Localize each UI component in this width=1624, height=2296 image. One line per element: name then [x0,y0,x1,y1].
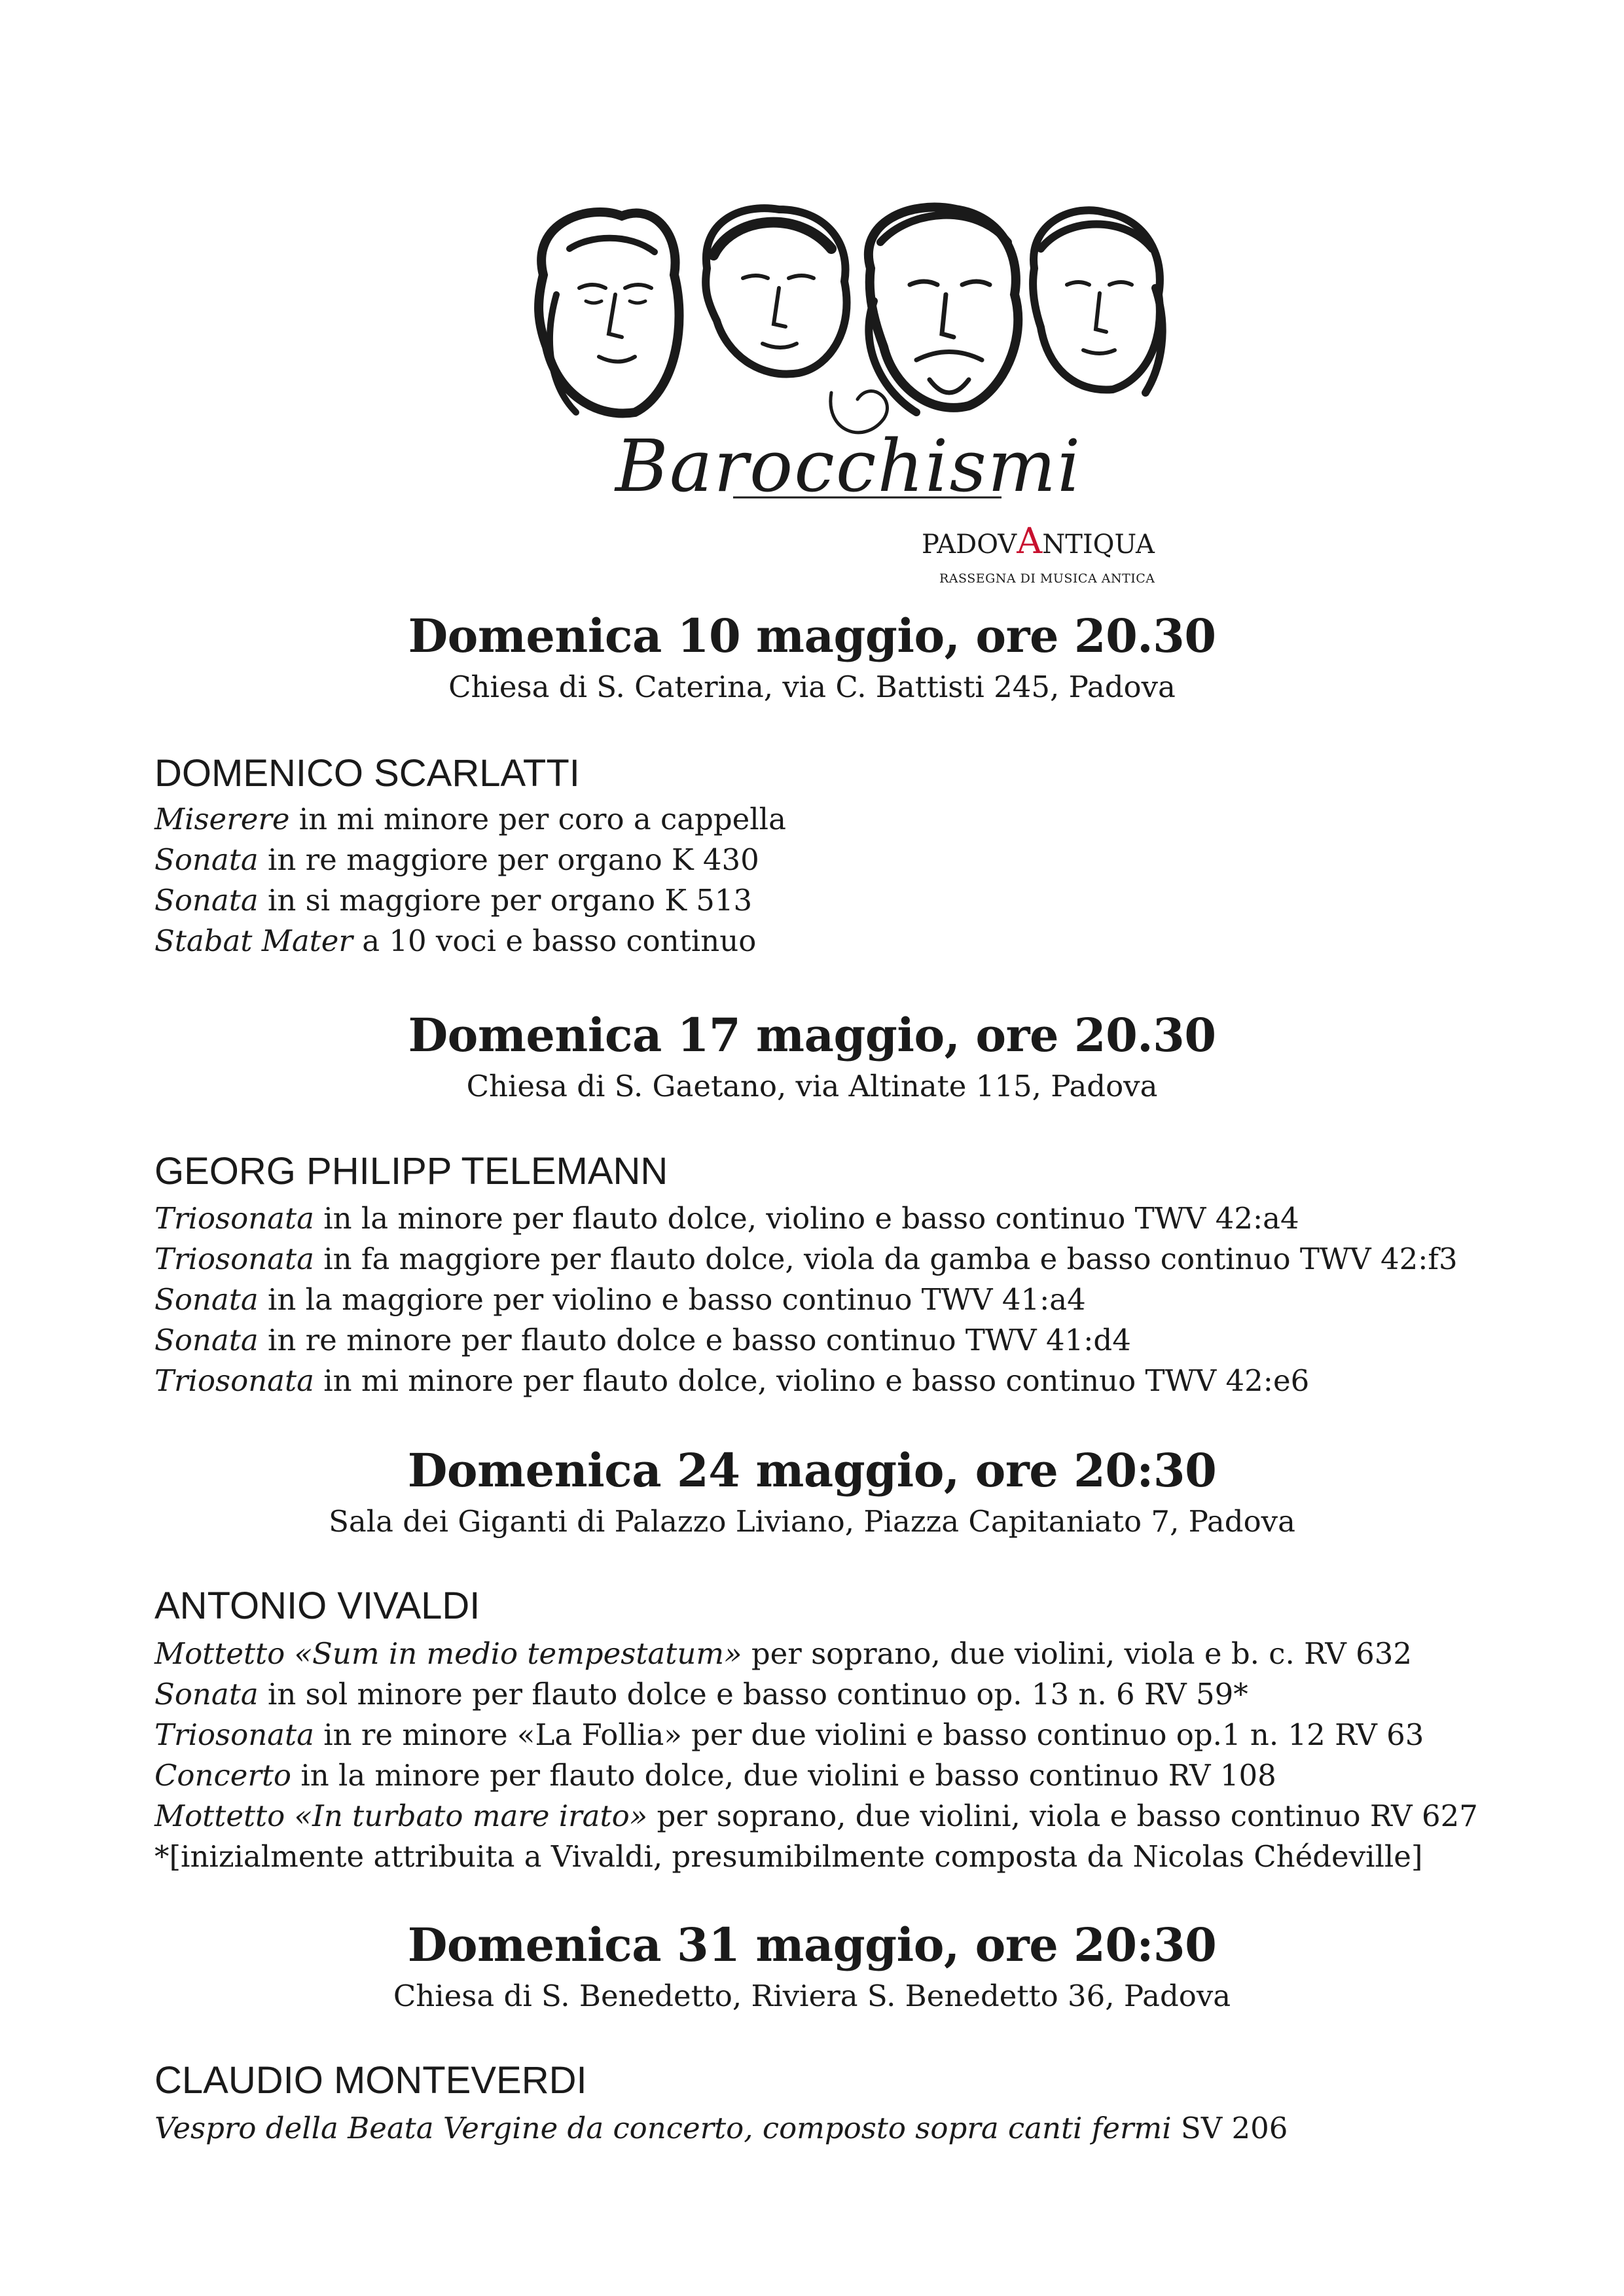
event-2-date: Domenica 17 maggio, ore 20.30 [408,1008,1216,1062]
work-item: Triosonata in la minore per flauto dolce, violino e basso continuo TWV 42:a4 [154,1201,1299,1236]
event-2-composer: GEORG PHILIPP TELEMANN [154,1150,668,1193]
work-item: Triosonata in mi minore per flauto dolce, violino e basso continuo TWV 42:e6 [154,1363,1310,1398]
event-1-composer: DOMENICO SCARLATTI [154,752,580,795]
event-4-venue: Chiesa di S. Benedetto, Riviera S. Benedetto 36, Padova [393,1979,1231,2013]
event-3-composer: ANTONIO VIVALDI [154,1585,480,1627]
portrait-3 [869,207,1018,412]
work-item: Vespro della Beata Vergine da concerto, composto sopra canti fermi SV 206 [154,2111,1288,2145]
event-4-date: Domenica 31 maggio, ore 20:30 [407,1918,1217,1972]
work-item: Sonata in sol minore per flauto dolce e basso continuo op. 13 n. 6 RV 59* [154,1677,1248,1712]
work-item: Mottetto «Sum in medio tempestatum» per soprano, due violini, viola e b. c. RV 632 [154,1636,1413,1671]
barocchismi-logo [517,196,1172,602]
portrait-4 [1033,210,1163,393]
composer-portraits-icon [539,207,1163,433]
work-item: Concerto in la minore per flauto dolce, due violini e basso continuo RV 108 [154,1758,1276,1793]
event-2-venue: Chiesa di S. Gaetano, via Altinate 115, Padova [466,1069,1158,1103]
event-4-composer: CLAUDIO MONTEVERDI [154,2059,587,2102]
event-3-venue: Sala dei Giganti di Palazzo Liviano, Piazza Capitaniato 7, Padova [329,1504,1295,1539]
work-item: Sonata in la maggiore per violino e basso continuo TWV 41:a4 [154,1282,1086,1317]
work-item: Triosonata in re minore «La Follia» per due violini e basso continuo op.1 n. 12 RV 63 [154,1717,1424,1752]
work-item: Stabat Mater a 10 voci e basso continuo [154,924,757,958]
event-1-date: Domenica 10 maggio, ore 20.30 [408,609,1216,663]
logo-subtitle: RASSEGNA DI MUSICA ANTICA [939,571,1155,586]
work-footnote: *[inizialmente attribuita a Vivaldi, presumibilmente composta da Nicolas Chédeville] [154,1839,1423,1874]
portrait-2 [706,208,846,374]
portrait-1 [539,212,679,414]
event-3-date: Domenica 24 maggio, ore 20:30 [407,1443,1217,1498]
work-item: Sonata in re maggiore per organo K 430 [154,842,759,877]
logo-organization: PADOVANTIQUA [922,520,1155,562]
event-1-venue: Chiesa di S. Caterina, via C. Battisti 245, Padova [448,670,1176,704]
work-item: Mottetto «In turbato mare irato» per soprano, due violini, viola e basso continuo RV 627 [154,1799,1478,1833]
work-item: Sonata in re minore per flauto dolce e basso continuo TWV 41:d4 [154,1323,1131,1357]
work-item: Sonata in si maggiore per organo K 513 [154,883,753,918]
logo-title: Barocchismi [615,424,1082,508]
work-item: Miserere in mi minore per coro a cappella [154,802,786,836]
work-item: Triosonata in fa maggiore per flauto dolce, viola da gamba e basso continuo TWV 42:f3 [154,1242,1458,1276]
